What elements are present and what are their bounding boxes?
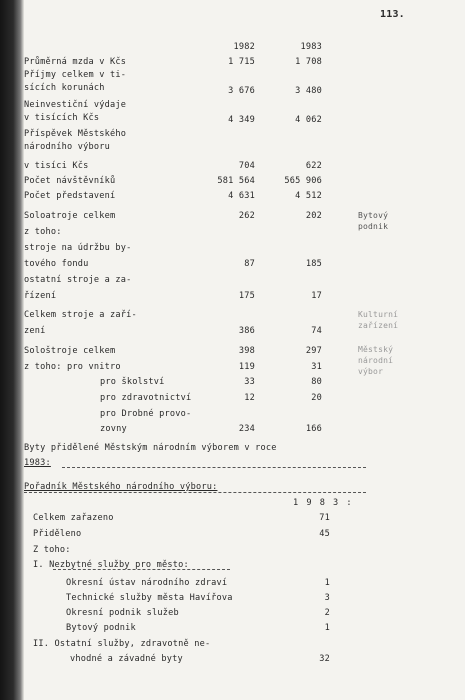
value-1982: 262 [238,211,255,221]
side-label: národní [358,356,394,365]
value-1983: 166 [305,424,322,434]
value-1983: 17 [311,291,322,301]
list-item-label: Technické služby města Havířova [66,593,233,603]
row-value: 45 [319,529,330,539]
list-item-label: Okresní podnik služeb [66,608,179,618]
side-label: podnik [358,222,389,231]
dashed-rule [53,569,230,570]
value-1982: 4 631 [228,191,255,201]
year-header-1983: 1983 [300,42,322,52]
scan-shadow-edge [0,0,24,700]
group1-title: I. Nezbytné služby pro město: [33,560,189,570]
section-subtitle: Pořadník Městského národního výboru: [24,482,218,492]
value-1982: 4 349 [228,115,255,125]
year-header-1982: 1982 [233,42,255,52]
value-1983: 3 480 [295,86,322,96]
value-1983: 185 [305,259,322,269]
side-label: výbor [358,367,384,376]
list-item-label: Okresní ústav národního zdraví [66,578,228,588]
value-1983: 20 [311,393,322,403]
section-title-year: 1983: [24,458,51,468]
dashed-rule [24,492,366,493]
row-label: stroje na údržbu by- [24,243,132,253]
row-label: Přiděleno [33,529,82,539]
list-item-value: 2 [324,608,330,618]
row-label: v tisících Kčs [24,113,100,123]
row-label: Počet návštěvníků [24,176,116,186]
value-1982: 581 564 [217,176,255,186]
value-1983: 80 [311,377,322,387]
value-1982: 12 [244,393,255,403]
value-1982: 3 676 [228,86,255,96]
value-1982: 33 [244,377,255,387]
row-label: Sološtroje celkem [24,346,116,356]
value-1982: 119 [238,362,255,372]
row-label: Celkem zařazeno [33,513,114,523]
row-label: pro zdravotnictví [100,393,192,403]
dashed-rule [62,467,366,468]
group2-title: vhodné a závadné byty [70,654,183,664]
value-1983: 4 062 [295,115,322,125]
value-1982: 234 [238,424,255,434]
group2-value: 32 [319,654,330,664]
list-item-value: 1 [324,623,330,633]
row-label: z toho: [24,227,62,237]
row-label: v tisíci Kčs [24,161,89,171]
row-label: Příjmy celkem v ti- [24,70,127,80]
row-label: národního výboru [24,142,110,152]
list-item-value: 1 [324,578,330,588]
value-1982: 87 [244,259,255,269]
row-label: Soloatroje celkem [24,211,116,221]
list-item-value: 3 [324,593,330,603]
side-label: Bytový [358,211,389,220]
row-label: z toho: pro vnitro [24,362,121,372]
row-label: sících korunách [24,83,105,93]
row-label: řízení [24,291,57,301]
row-label: zení [24,326,46,336]
value-1982: 1 715 [228,57,255,67]
value-1983: 31 [311,362,322,372]
value-1983: 1 708 [295,57,322,67]
value-1982: 386 [238,326,255,336]
side-label: Městský [358,345,394,354]
row-label: pro školství [100,377,165,387]
value-1983: 622 [305,161,322,171]
row-label: pro Drobné provo- [100,409,192,419]
row-label: ostatní stroje a za- [24,275,132,285]
value-1983: 565 906 [284,176,322,186]
value-1982: 175 [238,291,255,301]
row-value: 71 [319,513,330,523]
page-number: 113. [380,9,405,20]
row-label: Příspěvek Městského [24,129,127,139]
row-label: Počet představení [24,191,116,201]
row-label: zovny [100,424,127,434]
year-header: 1 9 8 3 : [293,498,354,508]
value-1983: 297 [305,346,322,356]
list-item-label: Bytový podnik [66,623,136,633]
side-label: Kulturní [358,310,399,319]
value-1983: 202 [305,211,322,221]
group2-title: II. Ostatní služby, zdravotně ne- [33,639,211,649]
z-toho-label: Z toho: [33,545,71,555]
value-1983: 4 512 [295,191,322,201]
row-label: Průměrná mzda v Kčs [24,57,127,67]
row-label: Celkem stroje a zaří- [24,310,137,320]
value-1982: 398 [238,346,255,356]
value-1983: 74 [311,326,322,336]
section-title: Byty přidělené Městským národním výborem v roce [24,443,277,453]
row-label: Neinvestiční výdaje [24,100,127,110]
side-label: zařízení [358,321,399,330]
row-label: tového fondu [24,259,89,269]
value-1982: 704 [238,161,255,171]
